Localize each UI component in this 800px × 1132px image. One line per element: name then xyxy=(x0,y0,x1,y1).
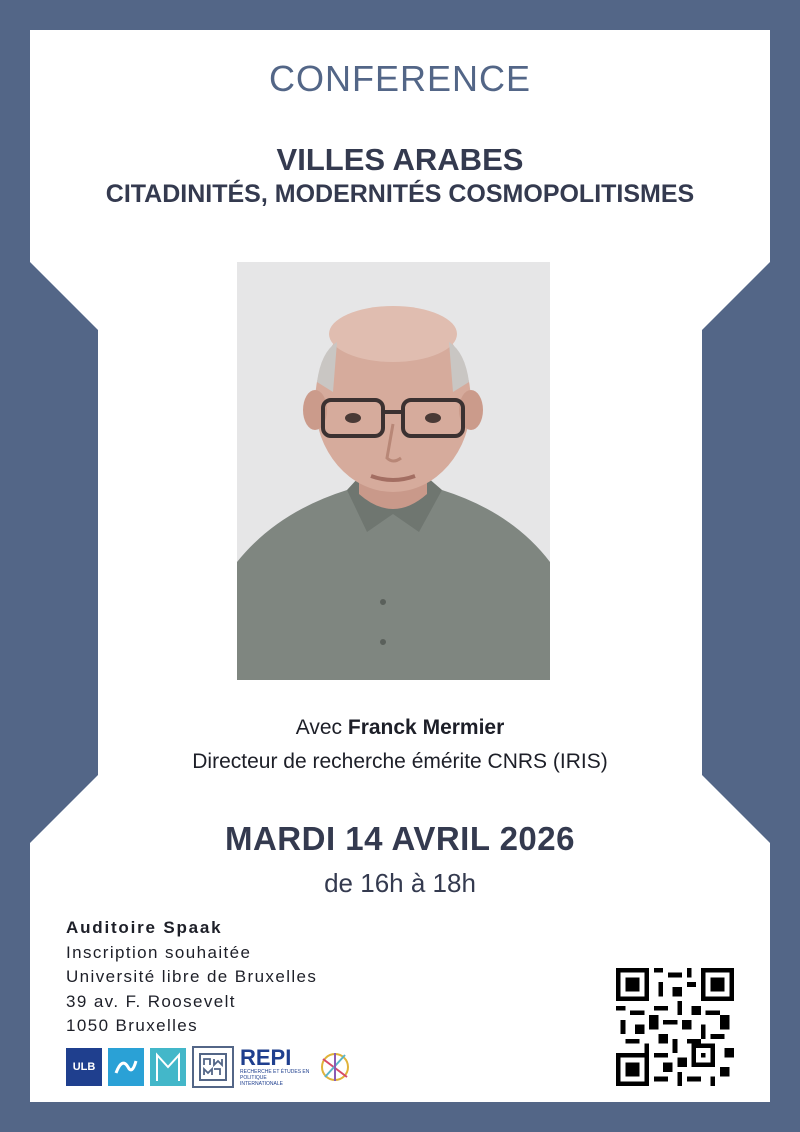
repi-logo-title: REPI xyxy=(240,1045,292,1070)
speaker-prefix: Avec xyxy=(295,716,348,739)
speaker-photo xyxy=(237,262,550,680)
title-line-1: VILLES ARABES xyxy=(276,142,524,177)
speaker-name: Franck Mermier xyxy=(347,716,505,739)
ulb-logo xyxy=(66,1048,102,1086)
qr-code[interactable] xyxy=(616,968,734,1086)
msh-mark-icon xyxy=(153,1051,183,1083)
venue-street: 39 av. F. Roosevelt xyxy=(66,991,236,1011)
speaker-role: Directeur de recherche émérite CNRS (IRIS) xyxy=(192,750,608,773)
globe-icon xyxy=(317,1049,353,1085)
venue-city: 1050 Bruxelles xyxy=(66,1016,199,1035)
omam-mark-icon xyxy=(197,1051,229,1083)
event-date: MARDI 14 AVRIL 2026 xyxy=(224,820,575,857)
venue-institution: Université libre de Bruxelles xyxy=(66,967,318,986)
msh-logo xyxy=(150,1048,186,1086)
speaker-line xyxy=(0,716,800,740)
wave-icon xyxy=(112,1053,140,1081)
omam-logo xyxy=(192,1046,234,1088)
partner-logos xyxy=(66,1046,354,1088)
repi-logo: REPI RECHERCHE ET ÉTUDES EN POLITIQUE INTERNATIONALE xyxy=(240,1045,310,1087)
globe-logo xyxy=(316,1048,354,1086)
event-time: de 16h à 18h xyxy=(324,868,476,898)
qr-code-icon xyxy=(616,968,734,1086)
speaker-portrait-illustration xyxy=(237,262,550,680)
conference-kicker: CONFERENCE xyxy=(268,58,532,99)
ulb-wave-logo xyxy=(108,1048,144,1086)
ulb-logo-text: ULB xyxy=(72,1061,96,1073)
venue-block xyxy=(66,916,317,1039)
venue-registration: Inscription souhaitée xyxy=(66,942,252,962)
title-line-2: CITADINITÉS, MODERNITÉS COSMOPOLITISMES xyxy=(105,180,695,208)
venue-room: Auditoire Spaak xyxy=(66,918,223,937)
